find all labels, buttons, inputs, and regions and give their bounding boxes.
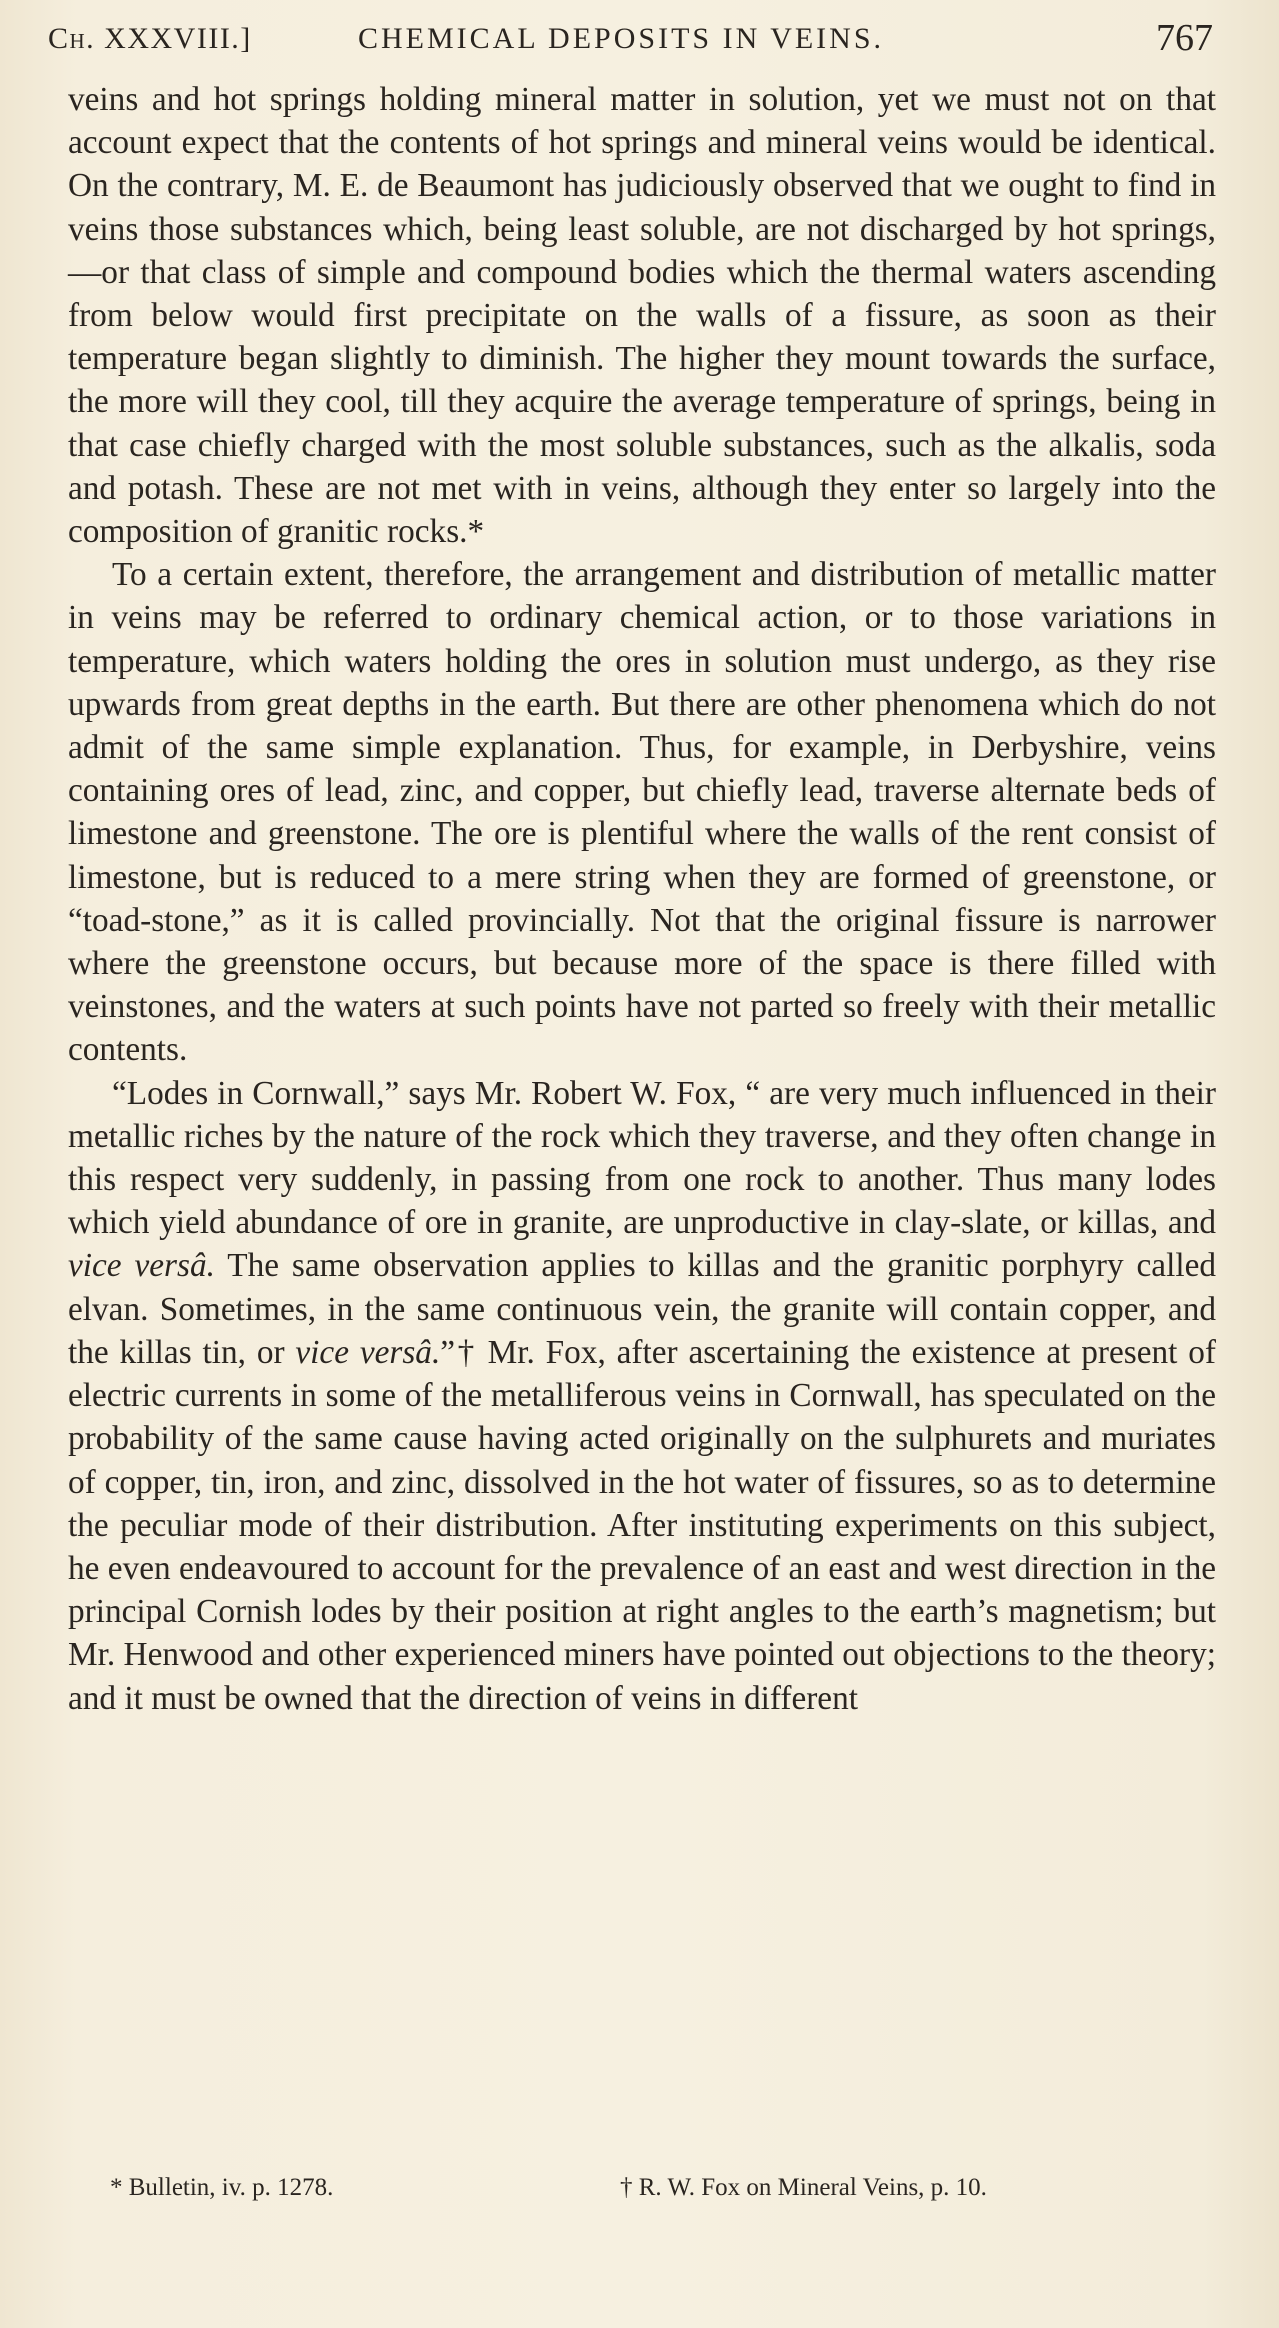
paragraph-3-italic-2: vice versâ. <box>295 1333 441 1371</box>
paragraph-1: veins and hot springs holding mineral matter in solution, yet we must not on that account expect that the contents of hot springs and mineral veins would be identical. On the contrary, M. E. de Beaumont has judiciously observed that we ought to find in veins those substances which, being least soluble, are not discharged by hot springs,—or that class of simple and compound bodies which the thermal waters ascending from below would first precipitate on the walls of a fissure, as soon as their temperature began slightly to diminish. The higher they mount towards the surface, the more will they cool, till they acquire the average temperature of springs, being in that case chiefly charged with the most soluble substances, such as the alkalis, soda and potash. These are not met with in veins, although they enter so largely into the composition of granitic rocks.* <box>68 81 1216 551</box>
paragraph-3-part-2: The same observation applies to killas and the granitic porphyry called elvan. Sometimes, in the same continuous vein, the granite will contain copper, and the killas tin, or <box>68 1247 1217 1371</box>
paragraph-3-italic-1: vice versâ. <box>68 1247 215 1285</box>
paragraph-2: To a certain extent, therefore, the arrangement and distribution of metallic matter in veins may be referred to ordinary chemical action, or to those variations in temperature, which waters holding the ores in solution must undergo, as they rise upwards from great depths in the earth. But there are other phenomena which do not admit of the same simple explanation. Thus, for example, in Derbyshire, veins containing ores of lead, zinc, and copper, but chiefly lead, traverse alternate beds of limestone and greenstone. The ore is plentiful where the walls of the rent consist of limestone, but is reduced to a mere string when they are formed of greenstone, or “toad-stone,” as it is called provincially. Not that the original fissure is narrower where the greenstone occurs, but because more of the space is there filled with veinstones, and the waters at such points have not parted so freely with their metallic contents. <box>68 556 1216 1069</box>
running-title: CHEMICAL DEPOSITS IN VEINS. <box>358 22 885 55</box>
running-header <box>48 16 1213 66</box>
chapter-label: Ch. XXXVIII.] <box>48 22 252 55</box>
paragraph-3-part-1: “Lodes in Cornwall,” says Mr. Robert W. Fox, “ are very much influenced in their metallic riches by the nature of the rock which they traverse, and they often change in this respect very suddenly, in passing from one rock to another. Thus many lodes which yield abundance of ore in granite, are unproductive in clay-slate, or killas, and <box>68 1074 1216 1242</box>
body-text <box>68 78 1216 1720</box>
page-number: 767 <box>1156 17 1213 59</box>
footnote-1: * Bulletin, iv. p. 1278. <box>110 2174 334 2201</box>
footnote-2: † R. W. Fox on Mineral Veins, p. 10. <box>620 2174 987 2201</box>
paragraph-3-part-3: ”† Mr. Fox, after ascertaining the existence at present of electric currents in some of the metalliferous veins in Cornwall, has speculated on the probability of the same cause having acted originally on the sulphurets and muriates of copper, tin, iron, and zinc, dissolved in the hot water of fissures, so as to determine the peculiar mode of their distribution. After instituting experiments on this subject, he even endeavoured to account for the prevalence of an east and west direction in the principal Cornish lodes by their position at right angles to the earth’s magnetism; but Mr. Henwood and other experienced miners have pointed out objections to the theory; and it must be owned that the direction of veins in different <box>68 1333 1216 1717</box>
paragraph-3 <box>68 1072 1216 1720</box>
footnotes <box>110 2174 1210 2214</box>
